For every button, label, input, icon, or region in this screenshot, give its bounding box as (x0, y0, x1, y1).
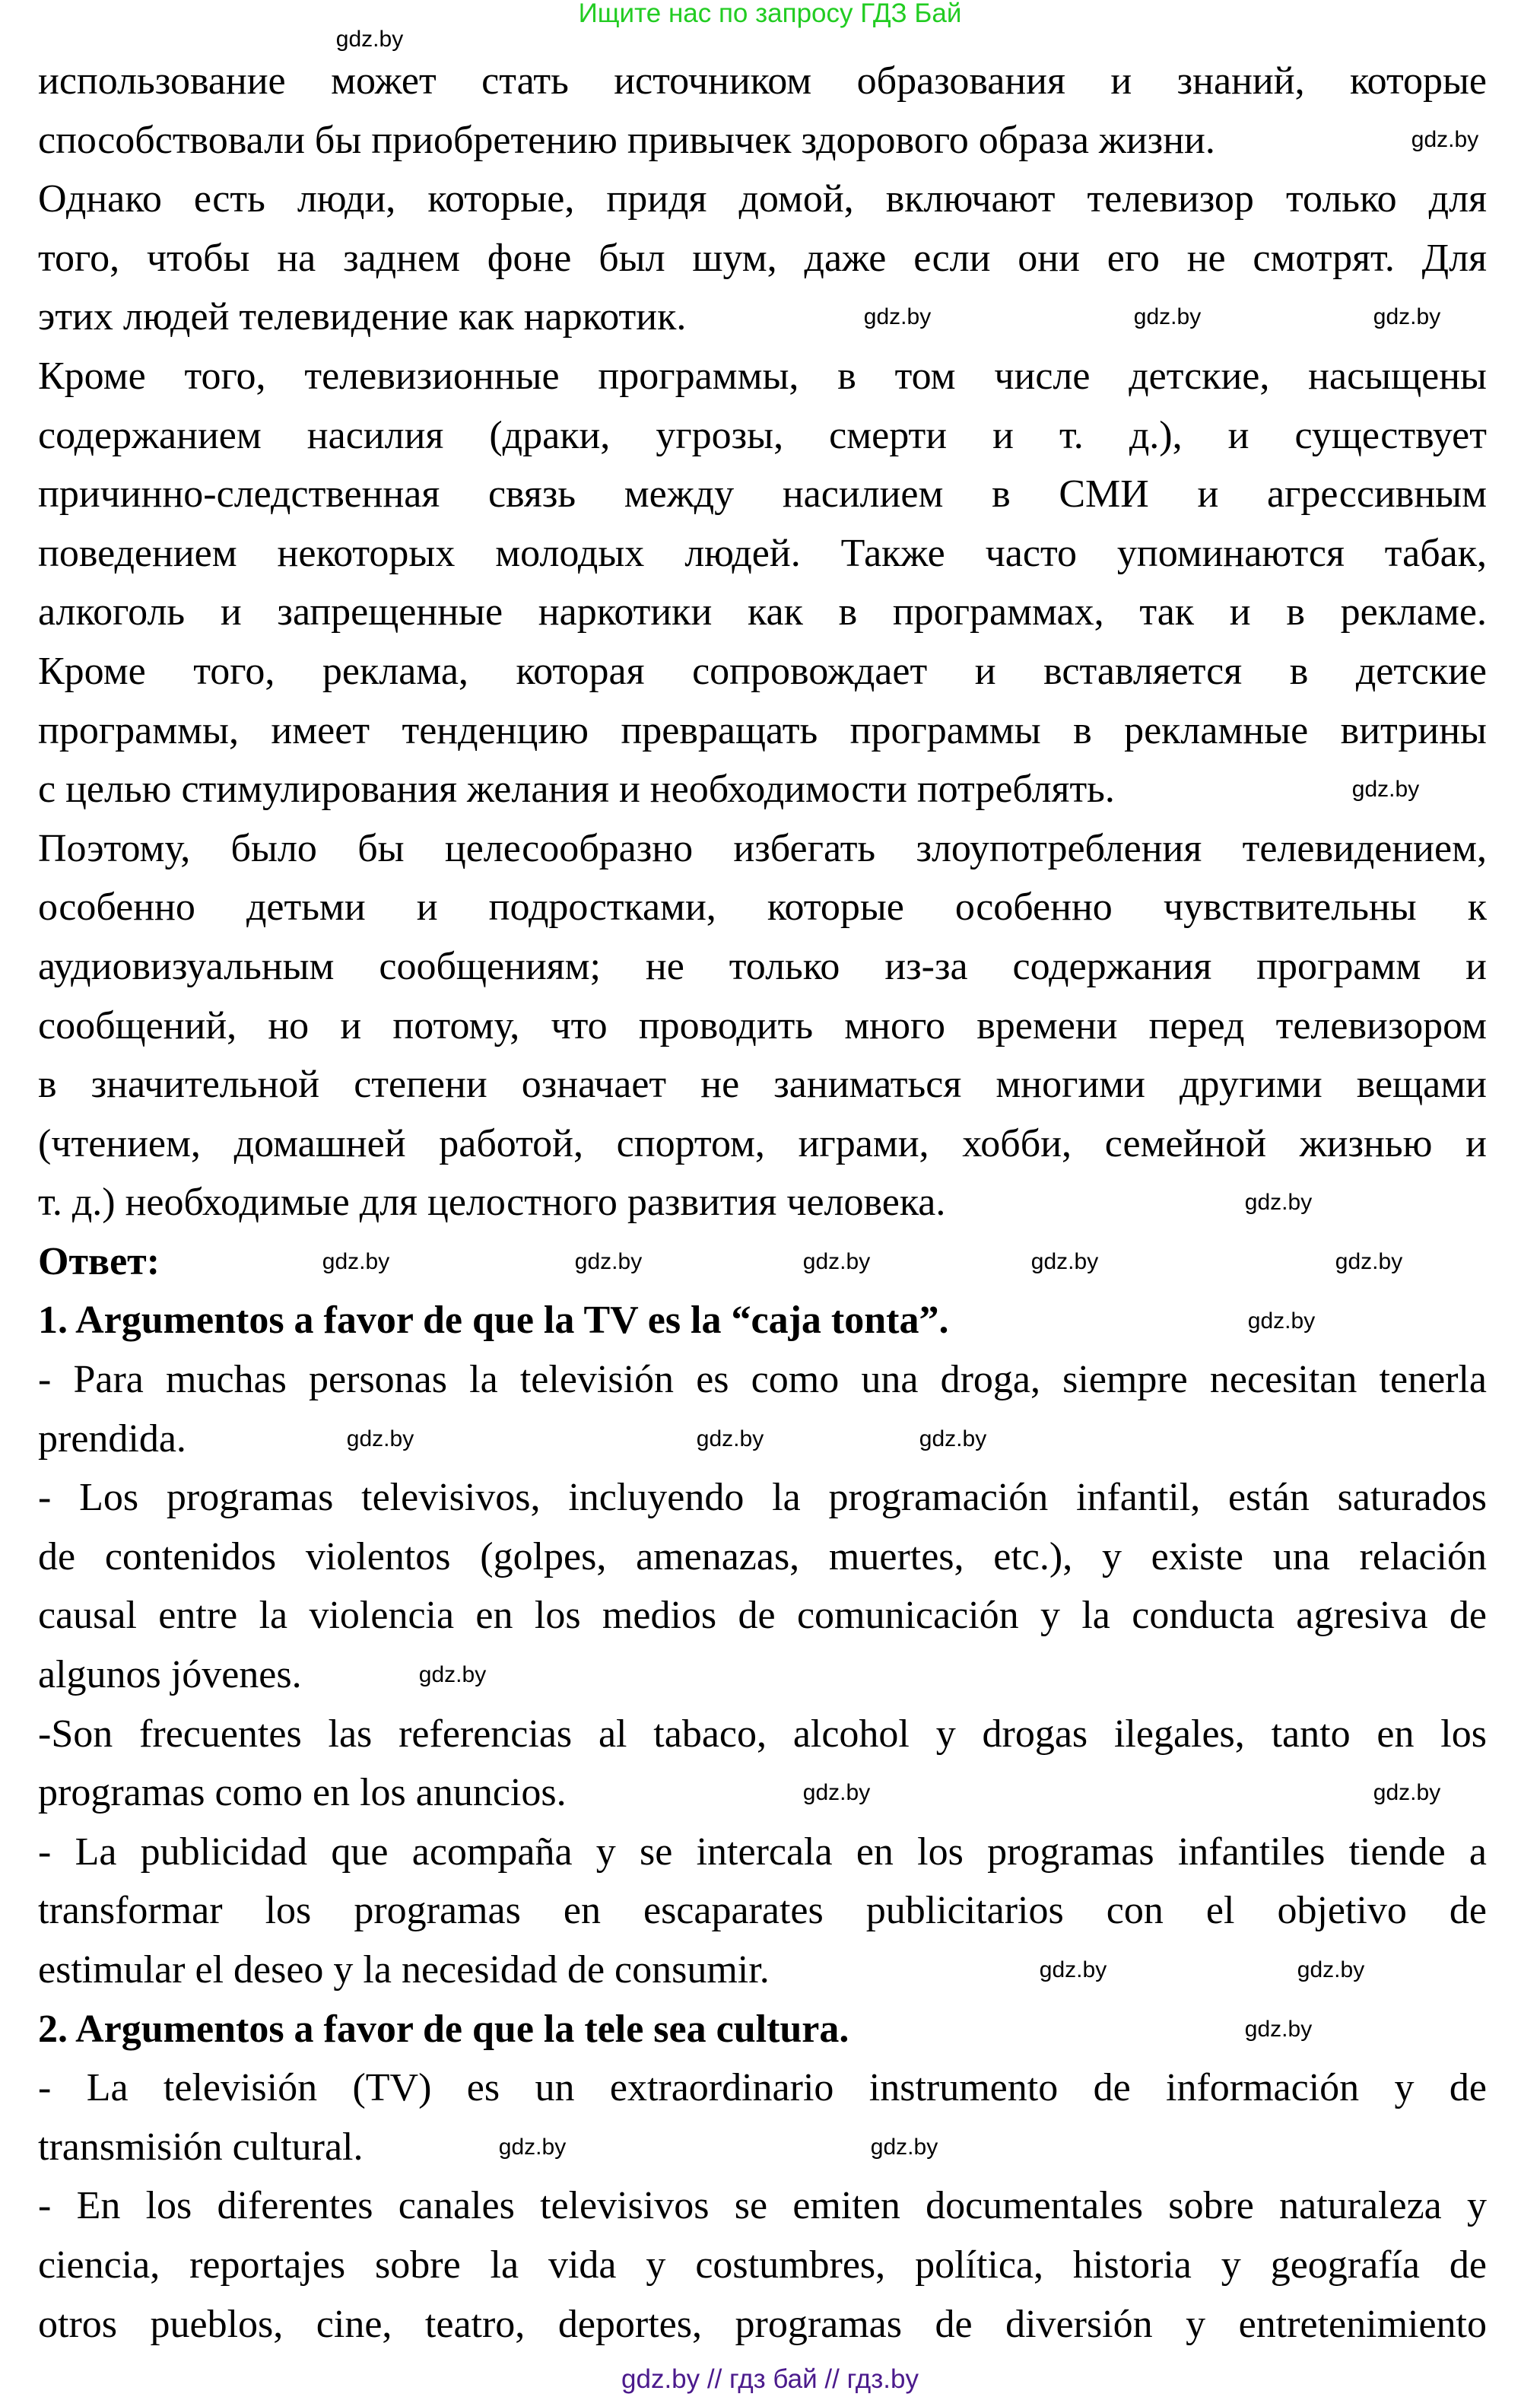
footer-links: gdz.by // гдз бай // гдз.by (621, 2364, 919, 2394)
watermark: gdz.by (1373, 1780, 1441, 1805)
text-line: - La publicidad que acompaña y se intercala en los programas infantiles tiende a (38, 1830, 1487, 1874)
watermark: gdz.by (870, 2135, 938, 2160)
text-line: в значительной степени означает не заниматься многими другими вещами (38, 1063, 1487, 1107)
watermark: gdz.by (1030, 1249, 1099, 1274)
text-line: поведением некоторых молодых людей. Также часто упоминаются табак, (38, 531, 1487, 575)
text-line: причинно-следственная связь между насилием в СМИ и агрессивным (38, 472, 1487, 517)
watermark: gdz.by (346, 1426, 414, 1451)
watermark: gdz.by (1335, 1249, 1403, 1274)
watermark: gdz.by (498, 2135, 567, 2160)
answer-heading: Ответ: (38, 1239, 160, 1283)
watermark: gdz.by (322, 1249, 390, 1274)
text-line: ciencia, reportajes sobre la vida y costumbres, política, historia y geografía de (38, 2243, 1487, 2287)
text-line: de contenidos violentos (golpes, amenazas, muertes, etc.), y existe una relación (38, 1534, 1487, 1578)
answer-heading: 2. Argumentos a favor de que la tele sea cultura. (38, 2007, 849, 2051)
text-line: algunos jóvenes. (38, 1653, 302, 1697)
text-line: особенно детьми и подростками, которые особенно чувствительны к (38, 885, 1487, 930)
text-line: estimular el deseo y la necesidad de consumir. (38, 1948, 770, 1992)
text-line: сообщений, но и потому, что проводить много времени перед телевизором (38, 1003, 1487, 1047)
text-line: того, чтобы на заднем фоне был шум, даже если они его не смотрят. Для (38, 236, 1487, 280)
text-line: programas como en los anuncios. (38, 1771, 567, 1815)
text-line: способствовали бы приобретению привычек здорового образа жизни. (38, 118, 1215, 162)
text-line: Кроме того, телевизионные программы, в том числе детские, насыщены (38, 354, 1487, 398)
text-line: (чтением, домашней работой, спортом, играми, хобби, семейной жизнью и (38, 1121, 1487, 1165)
text-line: -Son frecuentes las referencias al tabaco, alcohol y drogas ilegales, tanto en los (38, 1712, 1487, 1756)
text-line: Кроме того, реклама, которая сопровождает и вставляется в детские (38, 649, 1487, 693)
search-hint-banner: Ищите нас по запросу ГДЗ Бай (578, 0, 962, 28)
watermark: gdz.by (418, 1662, 487, 1687)
watermark: gdz.by (696, 1426, 764, 1451)
text-line: алкоголь и запрещенные наркотики как в программах, так и в рекламе. (38, 590, 1487, 634)
text-line: transmisión cultural. (38, 2125, 364, 2169)
watermark: gdz.by (802, 1249, 871, 1274)
text-line: содержанием насилия (драки, угрозы, смерти и т. д.), и существует (38, 413, 1487, 457)
watermark: gdz.by (919, 1426, 987, 1451)
text-line: этих людей телевидение как наркотик. (38, 295, 687, 339)
watermark: gdz.by (1351, 777, 1420, 802)
text-line: - En los diferentes canales televisivos se emiten documentales sobre naturaleza y (38, 2184, 1487, 2228)
text-line: causal entre la violencia en los medios de comunicación y la conducta agresiva de (38, 1594, 1487, 1638)
watermark: gdz.by (1244, 1190, 1313, 1215)
text-line: использование может стать источником образования и знаний, которые (38, 59, 1487, 103)
watermark: gdz.by (1373, 304, 1441, 329)
text-line: аудиовизуальным сообщениям; не только из-за содержания программ и (38, 944, 1487, 988)
text-line: - La televisión (TV) es un extraordinario instrumento de información y de (38, 2066, 1487, 2110)
text-line: с целью стимулирования желания и необходимости потреблять. (38, 768, 1115, 812)
answer-heading: 1. Argumentos a favor de que la TV es la “caja tonta”. (38, 1299, 949, 1343)
watermark: gdz.by (802, 1780, 871, 1805)
watermark: gdz.by (1411, 127, 1479, 152)
text-line: - Los programas televisivos, incluyendo la programación infantil, están saturados (38, 1476, 1487, 1520)
text-line: т. д.) необходимые для целостного развития человека. (38, 1181, 946, 1225)
text-line: программы, имеет тенденцию превращать программы в рекламные витрины (38, 708, 1487, 752)
text-line: prendida. (38, 1416, 186, 1461)
text-line: otros pueblos, cine, teatro, deportes, programas de diversión y entretenimiento (38, 2302, 1487, 2346)
watermark: gdz.by (1244, 2017, 1313, 2042)
watermark: gdz.by (863, 304, 932, 329)
text-line: Поэтому, было бы целесообразно избегать злоупотребления телевидением, (38, 826, 1487, 870)
watermark: gdz.by (1297, 1957, 1365, 1982)
watermark: gdz.by (335, 27, 404, 52)
watermark: gdz.by (574, 1249, 643, 1274)
watermark: gdz.by (1133, 304, 1202, 329)
text-line: Однако есть люди, которые, придя домой, включают телевизор только для (38, 177, 1487, 221)
watermark: gdz.by (1039, 1957, 1107, 1982)
text-line: transformar los programas en escaparates publicitarios con el objetivo de (38, 1889, 1487, 1933)
text-line: - Para muchas personas la televisión es como una droga, siempre necesitan tenerla (38, 1358, 1487, 1402)
watermark: gdz.by (1247, 1308, 1316, 1334)
